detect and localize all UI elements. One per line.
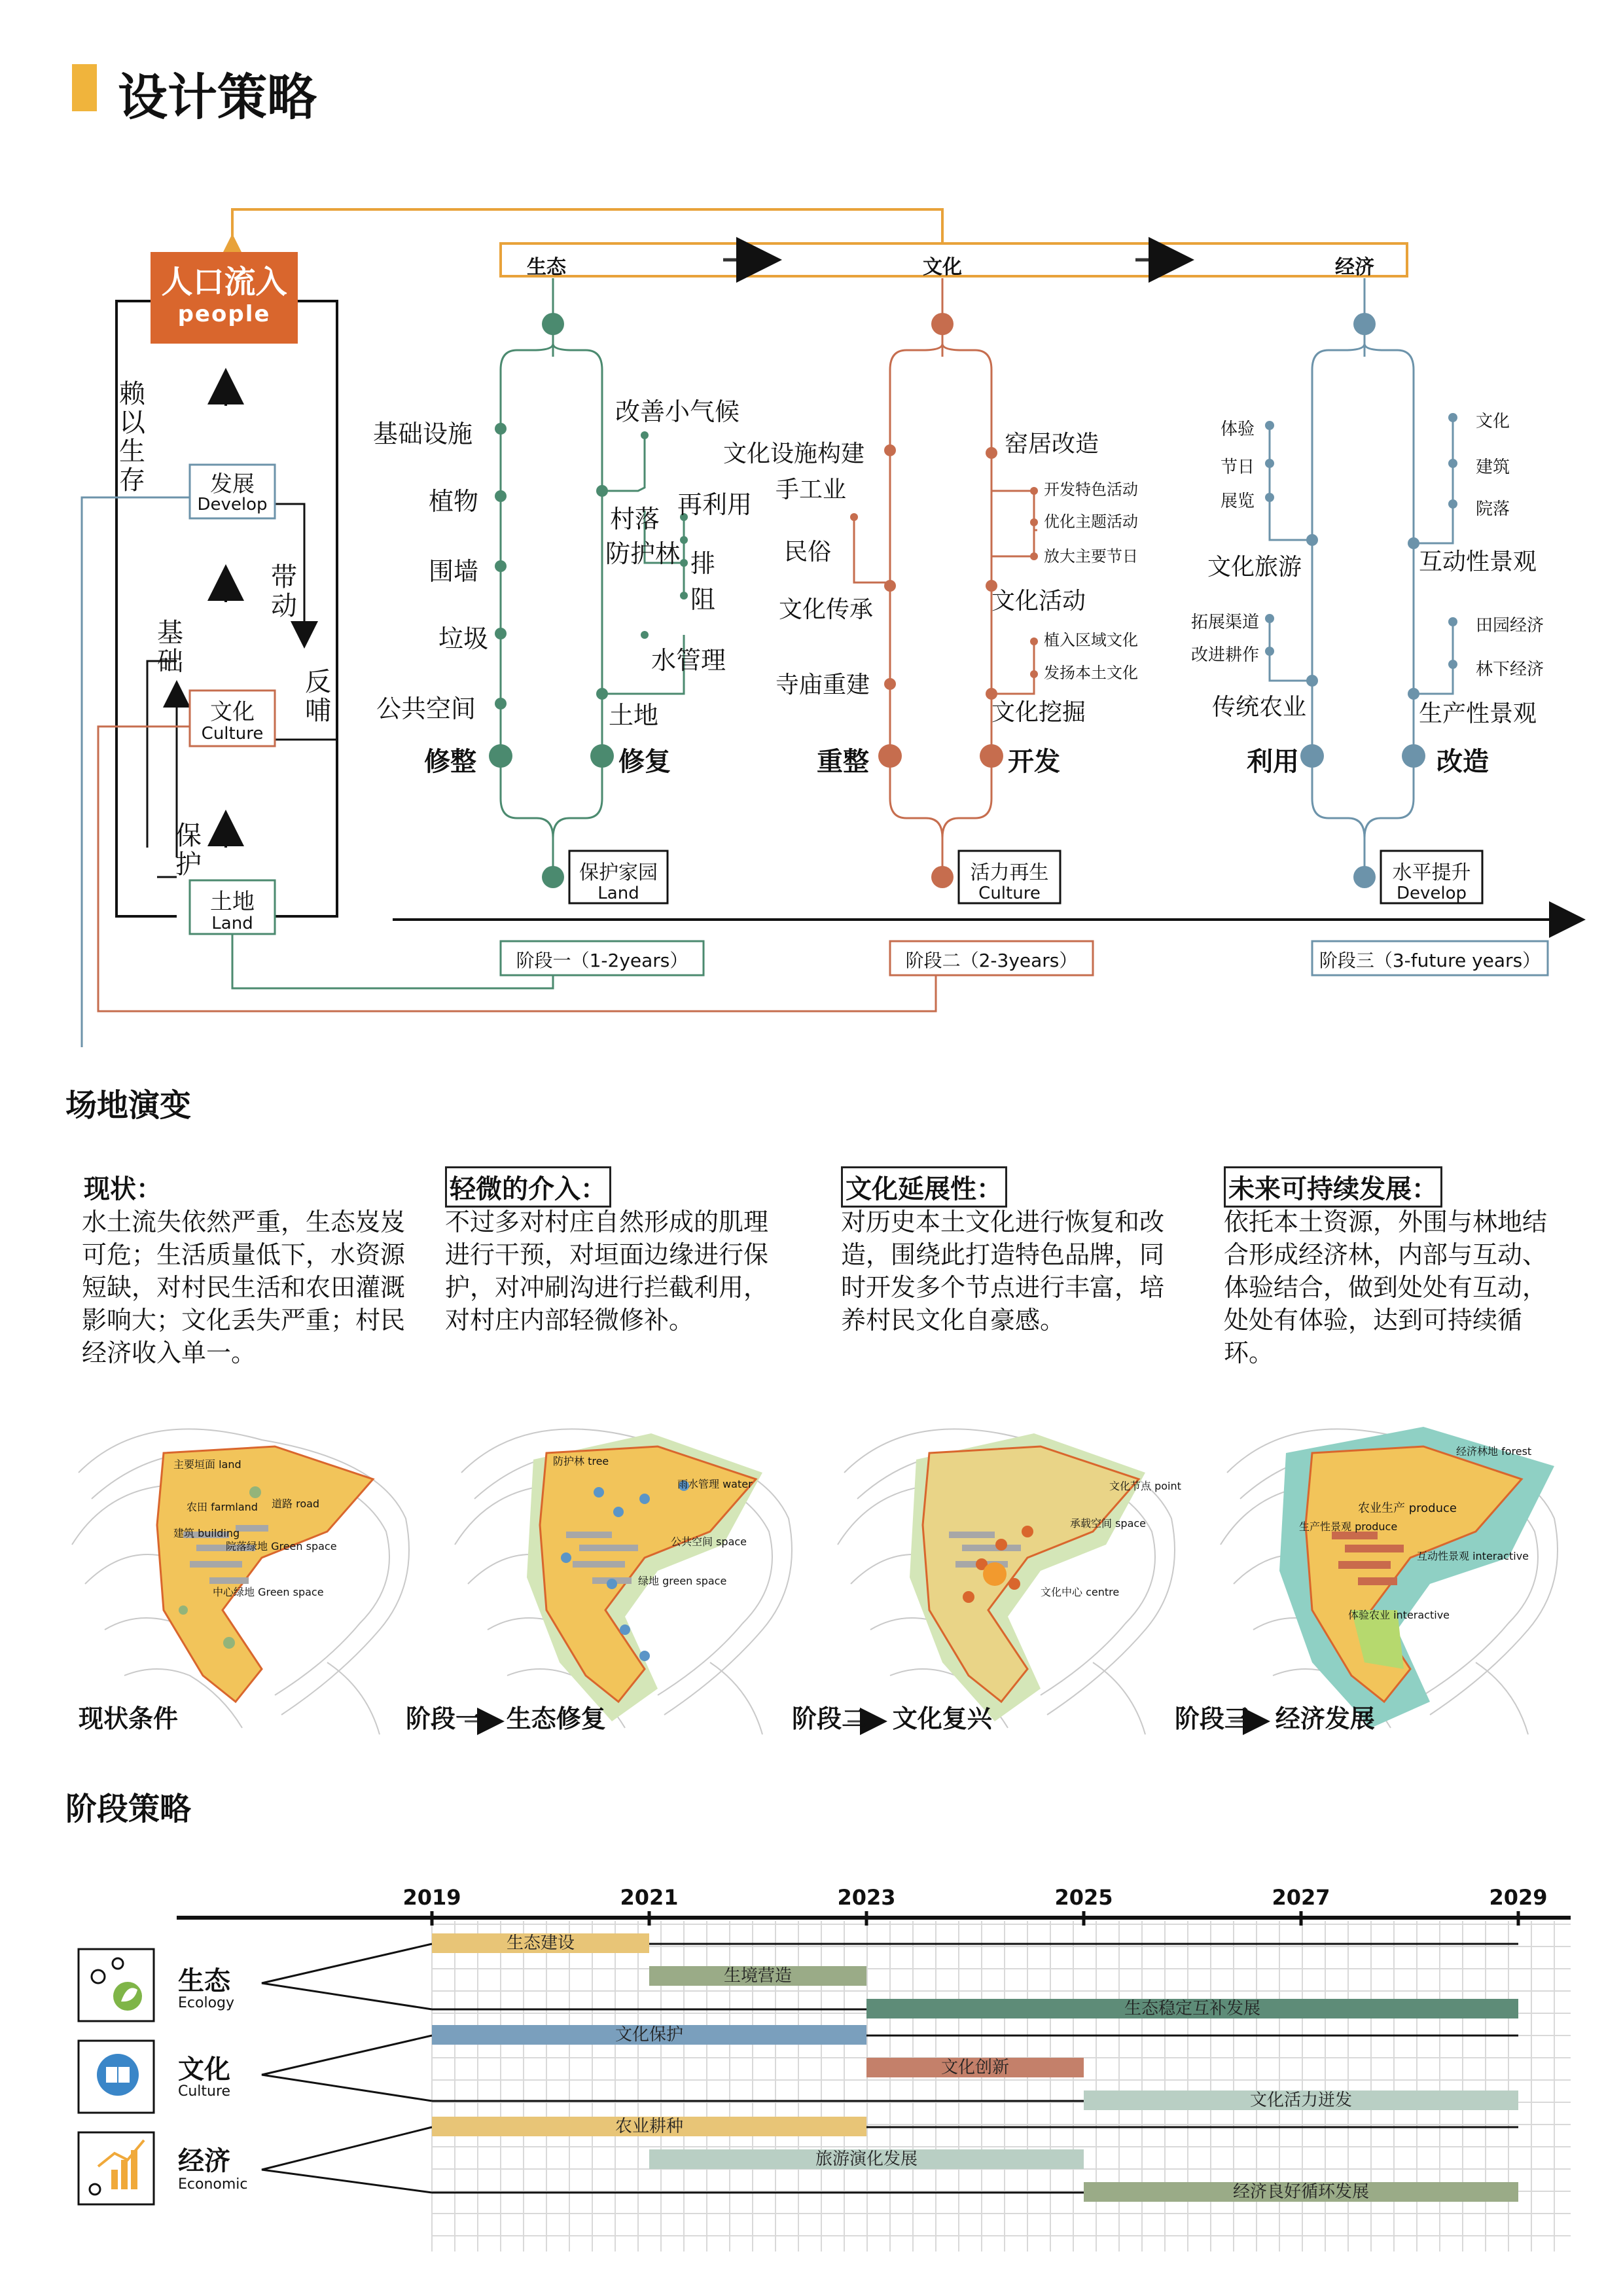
group-economic-en: Economic — [178, 2176, 248, 2193]
eco-left-0: 基础设施 — [373, 420, 473, 448]
eco2-left-1: 节日 — [1221, 457, 1255, 477]
eco-right-3: 再利用 — [677, 490, 753, 519]
map-3-label-4: 体验农业 interactive — [1348, 1609, 1450, 1621]
evolution-col-1-head: 轻微的介入： — [445, 1166, 611, 1208]
group-culture-cn: 文化 — [178, 2054, 230, 2085]
phase-bar-economy: 经济 — [1335, 256, 1374, 279]
timeline-title: 阶段策略 — [65, 1791, 192, 1827]
cul-left-1: 手工业 — [776, 476, 847, 503]
cul-right-4: 文化活动 — [991, 588, 1086, 615]
eco2-left-2: 展览 — [1221, 492, 1255, 511]
map-1-label-2: 公共空间 space — [671, 1535, 747, 1548]
timeline-bar-label: 生境营造 — [723, 1966, 793, 1986]
eco2-left-0: 体验 — [1221, 420, 1255, 439]
eco-left-1: 植物 — [429, 487, 479, 516]
timeline-bar-label: 农业耕种 — [615, 2117, 684, 2136]
eco2-left-4: 拓展渠道 — [1191, 613, 1260, 632]
eco2-phase: 阶段三（3-future years） — [1319, 950, 1541, 971]
eco2-stage-en: Develop — [1396, 884, 1467, 903]
ecology-icon-box — [79, 1949, 154, 2021]
eco-right-0: 改善小气候 — [615, 397, 740, 426]
page-title: 设计策略 — [118, 68, 317, 126]
evolution-title: 场地演变 — [65, 1087, 192, 1124]
develop-box-cn: 发展 — [210, 471, 255, 497]
eco2-right-1: 建筑 — [1476, 457, 1510, 477]
cul-left-3: 文化传承 — [779, 596, 874, 623]
eco2-right-4: 田园经济 — [1476, 616, 1544, 636]
cul-right-6: 发扬本土文化 — [1044, 664, 1138, 682]
map-stage-two — [838, 1429, 1175, 1734]
cul-phase: 阶段二（2-3years） — [905, 950, 1078, 971]
cul-left-0: 文化设施构建 — [723, 440, 865, 467]
map-0-label-5: 中心绿地 Green space — [213, 1586, 324, 1598]
map-3-label-2: 生产性景观 produce — [1299, 1520, 1398, 1533]
map-current — [157, 1446, 373, 1702]
phase-bar-culture: 文化 — [923, 256, 962, 279]
map-0-label-0: 主要垣面 land — [173, 1458, 241, 1471]
map-3-label-3: 互动性景观 interactive — [1417, 1550, 1529, 1562]
group-ecology-en: Ecology — [178, 1995, 235, 2011]
eco2-right-7: 改造 — [1436, 747, 1489, 777]
evolution-col-3-body: 依托本土资源，外围与林地结合形成经济林，内部与互动、体验结合，做到处处有互动，处处有体验，达到可持续循环。 — [1224, 1208, 1548, 1367]
cul-left-2: 民俗 — [784, 539, 832, 565]
cul-left-5: 重整 — [817, 747, 869, 777]
feedback-label: 反哺 — [305, 667, 331, 726]
evolution-col-0-head: 现状： — [84, 1174, 162, 1204]
phase-bar-ecology: 生态 — [527, 256, 566, 279]
eco-left-3: 垃圾 — [438, 624, 489, 653]
map-1-label-0: 防护林 tree — [553, 1455, 609, 1467]
timeline-bar-label: 生态建设 — [506, 1933, 575, 1953]
eco-stage-en: Land — [597, 884, 639, 903]
year-label: 2023 — [837, 1885, 896, 1910]
year-label: 2021 — [620, 1885, 679, 1910]
cul-right-8: 开发 — [1008, 747, 1060, 777]
eco-left-4: 公共空间 — [376, 694, 476, 723]
timeline-bar-label: 文化活力迸发 — [1249, 2090, 1353, 2110]
map-0-label-1: 农田 farmland — [187, 1501, 258, 1513]
timeline-chart — [0, 1872, 1623, 2278]
cul-stage-cn: 活力再生 — [970, 861, 1049, 884]
rely-label: 赖以生存 — [119, 379, 145, 495]
eco-left-5: 修整 — [424, 747, 476, 777]
map-3-caption: 阶段三 经济发展 — [1175, 1704, 1375, 1733]
eco-right-6: 水管理 — [651, 646, 726, 675]
culture-box-cn: 文化 — [210, 699, 255, 725]
group-economic-cn: 经济 — [178, 2146, 230, 2176]
evolution-col-1-body: 不过多对村庄自然形成的肌理进行干预，对垣面边缘进行保护，对冲刷沟进行拦截利用，对村庄内部轻微修补。 — [445, 1208, 769, 1335]
map-0-caption: 现状条件 — [79, 1704, 179, 1733]
eco2-left-6: 传统农业 — [1212, 694, 1307, 721]
map-stage-one — [455, 1429, 792, 1734]
map-0-label-2: 道路 road — [272, 1498, 320, 1510]
eco-right-1: 村落 — [610, 505, 660, 533]
map-3-label-0: 经济林地 forest — [1456, 1445, 1532, 1458]
cul-right-1: 开发特色活动 — [1044, 480, 1138, 499]
group-culture-en: Culture — [178, 2083, 231, 2100]
eco2-left-3: 文化旅游 — [1207, 554, 1302, 581]
culture-box-en: Culture — [201, 724, 264, 744]
people-title: 人口流入 — [161, 264, 287, 300]
map-2-label-2: 文化中心 centre — [1041, 1586, 1120, 1598]
eco2-right-3: 互动性景观 — [1419, 548, 1537, 575]
develop-box-en: Develop — [197, 495, 268, 514]
year-label: 2029 — [1489, 1885, 1548, 1910]
eco-stage-cn: 保护家园 — [579, 861, 658, 884]
drive-label: 带动 — [271, 562, 297, 621]
land-box-en: Land — [211, 914, 253, 933]
evolution-col-0-body: 水土流失依然严重，生态岌岌可危；生活质量低下，水资源短缺，对村民生活和农田灌溉影响大；文化丢失严重；村民经济收入单一。 — [82, 1208, 406, 1367]
cul-right-2: 优化主题活动 — [1044, 512, 1138, 531]
eco2-stage-cn: 水平提升 — [1392, 861, 1471, 884]
timeline-bar-label: 旅游演化发展 — [815, 2149, 918, 2169]
map-1-label-1: 雨水管理 water — [677, 1478, 753, 1490]
evolution-maps — [65, 1414, 1584, 1741]
timeline-bar-label: 经济良好循环发展 — [1232, 2182, 1370, 2202]
eco2-right-2: 院落 — [1476, 499, 1510, 519]
map-1-label-3: 绿地 green space — [638, 1575, 727, 1587]
year-label: 2027 — [1272, 1885, 1330, 1910]
year-label: 2019 — [402, 1885, 461, 1910]
cul-right-3: 放大主要节日 — [1044, 547, 1138, 565]
eco-right-7: 土地 — [609, 701, 659, 730]
cul-right-7: 文化挖掘 — [991, 699, 1086, 726]
map-2-label-1: 承载空间 space — [1070, 1517, 1147, 1530]
eco2-right-5: 林下经济 — [1476, 660, 1544, 679]
cul-left-4: 寺庙重建 — [776, 672, 870, 698]
timeline-bar-label: 文化创新 — [940, 2058, 1010, 2077]
map-3-label-1: 农业生产 produce — [1358, 1501, 1457, 1515]
eco-right-5: 阻 — [690, 585, 716, 614]
year-label: 2025 — [1054, 1885, 1113, 1910]
timeline-bar-label: 生态稳定互补发展 — [1124, 1999, 1261, 2018]
map-0-label-4: 院落绿地 Green space — [226, 1540, 337, 1552]
culture-book-icon — [97, 2054, 139, 2096]
eco2-right-0: 文化 — [1476, 412, 1510, 431]
map-stage-three — [1221, 1427, 1558, 1734]
eco-phase: 阶段一（1-2years） — [516, 950, 688, 971]
group-ecology-cn: 生态 — [178, 1966, 230, 1996]
map-2-caption: 阶段二 文化复兴 — [792, 1704, 992, 1733]
protect-label: 保护 — [175, 821, 202, 880]
map-1-caption: 阶段一 生态修复 — [406, 1704, 606, 1733]
eco-left-2: 围墙 — [429, 557, 479, 586]
eco-right-8: 修复 — [618, 747, 671, 777]
eco2-left-7: 利用 — [1247, 747, 1299, 777]
map-0-label-3: 建筑 building — [173, 1527, 240, 1539]
map-2-label-0: 文化节点 point — [1109, 1480, 1181, 1492]
cul-stage-en: Culture — [978, 884, 1041, 903]
cul-right-0: 窑居改造 — [1005, 431, 1099, 457]
eco-right-4: 排 — [690, 549, 716, 578]
base-label: 基础 — [157, 618, 183, 677]
title-accent-bar — [72, 64, 97, 111]
timeline-bar-label: 文化保护 — [615, 2025, 684, 2045]
evolution-col-3-head: 未来可持续发展： — [1224, 1166, 1442, 1208]
eco-right-2: 防护林 — [605, 539, 681, 568]
cul-right-5: 植入区域文化 — [1044, 631, 1138, 649]
eco2-left-5: 改进耕作 — [1191, 645, 1260, 665]
land-box-cn: 土地 — [210, 889, 255, 915]
evolution-col-2-body: 对历史本土文化进行恢复和改造，围绕此打造特色品牌，同时开发多个节点进行丰富，培养村民文化自豪感。 — [841, 1208, 1165, 1335]
eco2-right-6: 生产性景观 — [1419, 700, 1537, 727]
evolution-col-2-head: 文化延展性： — [841, 1166, 1007, 1208]
people-subtitle: people — [177, 301, 271, 327]
